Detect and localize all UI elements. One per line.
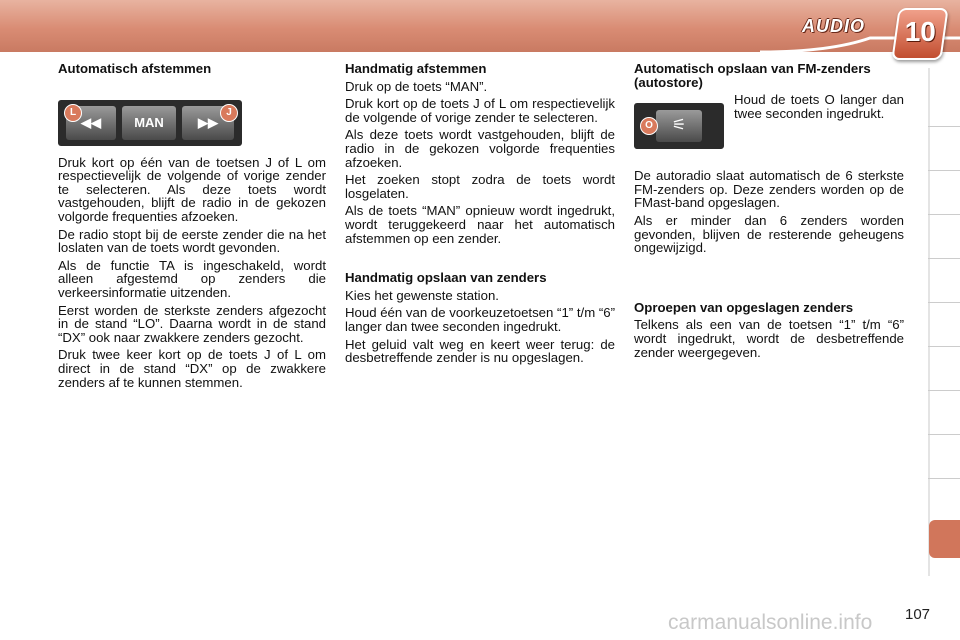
page-number: 107 — [905, 606, 931, 623]
section-title: AUDIO — [802, 16, 865, 36]
heading-manual-storing: Handmatig opslaan van zenders — [345, 270, 547, 286]
paragraph: Druk op de toets “MAN”. — [345, 78, 488, 94]
paragraph: Druk kort op de toets J of L om respectievelijk de volgende of vorige zender te selecteren. — [345, 96, 615, 125]
tab-divider — [928, 390, 960, 391]
paragraph: Houd de toets O langer dan twee seconden ingedrukt. — [734, 92, 904, 121]
paragraph: Houd één van de voorkeuzetoetsen “1” t/m “6” langer dan twee seconden ingedrukt. — [345, 305, 615, 334]
paragraph: Kies het gewenste station. — [345, 287, 499, 303]
chapter-number: 10 — [904, 16, 936, 47]
heading-autostore: Automatisch opslaan van FM-zenders (autostore) — [634, 61, 871, 90]
tab-divider — [928, 258, 960, 259]
tab-divider — [928, 126, 960, 127]
paragraph: Als de toets “MAN” opnieuw wordt ingedrukt, wordt teruggekeerd naar het automatisch afstemmen op een zender. — [345, 203, 615, 246]
paragraph: Het geluid valt weg en keert weer terug: de desbetreffende zender is nu opgeslagen. — [345, 336, 615, 366]
paragraph: Als deze toets wordt vastgehouden, blijft de radio in de gekozen volgorde frequenties afzoeken. — [345, 127, 615, 170]
watermark: carmanualsonline.info — [668, 611, 873, 634]
man-key: MAN — [122, 106, 176, 140]
label-j-badge: J — [220, 104, 238, 122]
paragraph: Eerst worden de sterkste zenders afgezocht in de stand “LO”. Daarna wordt in de stand “DX” ook naar zwakkere zenders gezocht. — [58, 302, 326, 345]
heading-automatic-tuning: Automatisch afstemmen — [58, 61, 212, 76]
label-o-badge: O — [640, 117, 658, 135]
column-manual-tuning — [345, 62, 615, 369]
column-autostore — [634, 62, 904, 363]
autostore-button-panel — [634, 103, 724, 149]
active-chapter-tab — [929, 520, 960, 558]
paragraph: De autoradio slaat automatisch de 6 sterkste FM-zenders op. Deze zenders worden op de FMast-band opgeslagen. — [634, 168, 904, 211]
paragraph: Als er minder dan 6 zenders worden gevonden, blijven de resterende geheugens ongewijzigd. — [634, 212, 904, 256]
tab-divider — [928, 302, 960, 303]
seek-up-key: ▶▶ — [182, 106, 234, 140]
tab-divider — [928, 170, 960, 171]
paragraph: De radio stopt bij de eerste zender die na het loslaten van de toets wordt gevonden. — [58, 226, 326, 256]
seek-down-key: ◀◀ — [66, 106, 116, 140]
paragraph: Het zoeken stopt zodra de toets wordt losgelaten. — [345, 172, 615, 201]
autostore-intro — [734, 93, 904, 124]
tab-divider — [928, 346, 960, 347]
autostore-block — [634, 93, 904, 159]
column-automatic-tuning — [58, 62, 326, 393]
autostore-key-icon: ⚟ — [656, 110, 702, 142]
page-header — [0, 0, 960, 52]
chapter-badge — [891, 8, 948, 60]
label-l-badge: L — [64, 104, 82, 122]
tab-divider — [928, 214, 960, 215]
paragraph: Druk kort op één van de toetsen J of L om respectievelijk de volgende of vorige zender te selecteren. Als deze toets wordt vastgehouden, blijft de radio in de gekozen volgorde frequenties afzoeken. — [58, 154, 326, 224]
heading-recall-stations: Oproepen van opgeslagen zenders — [634, 299, 854, 315]
side-tabs — [928, 68, 960, 576]
paragraph: Druk twee keer kort op de toets J of L om direct in de stand “DX” op de zwakkere zenders af te kunnen stemmen. — [58, 347, 326, 390]
paragraph: Telkens als een van de toetsen “1” t/m “6” wordt ingedrukt, wordt de desbetreffende zender weergegeven. — [634, 317, 904, 360]
radio-button-panel — [58, 100, 242, 146]
tab-divider — [928, 434, 960, 435]
paragraph: Als de functie TA is ingeschakeld, wordt alleen afgestemd op zenders die verkeersinformatie uitzenden. — [58, 257, 326, 300]
heading-manual-tuning: Handmatig afstemmen — [345, 61, 487, 76]
tab-divider — [928, 478, 960, 479]
